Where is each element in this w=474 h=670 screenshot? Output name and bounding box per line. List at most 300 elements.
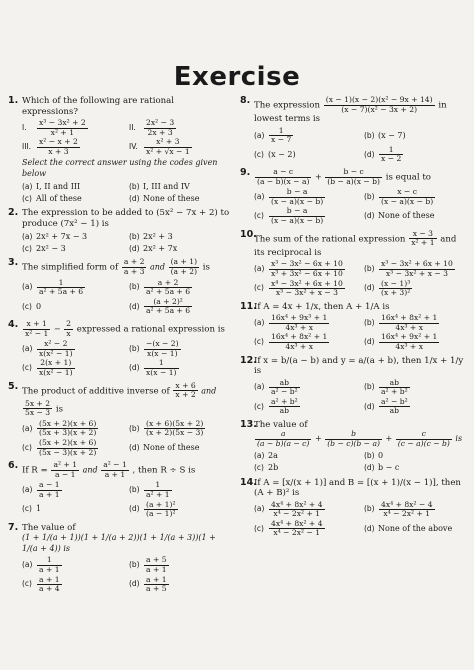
- question-number: 9.: [240, 167, 251, 179]
- numerator: 1: [144, 481, 172, 491]
- question: [8, 96, 230, 204]
- question-body: [254, 420, 468, 474]
- option-label: (a): [254, 450, 265, 460]
- numerator: a + 5: [146, 555, 167, 565]
- fraction: [379, 501, 435, 519]
- fraction: [325, 168, 382, 186]
- answer-option: [254, 398, 358, 416]
- stem-text: is: [452, 434, 463, 444]
- question-body: [22, 523, 230, 594]
- answer-option: [254, 260, 358, 278]
- answer-option: [254, 146, 358, 164]
- fraction: [409, 230, 436, 248]
- numerator: (a + 2)²: [144, 298, 192, 308]
- question: [240, 478, 468, 538]
- numerator: x − c: [379, 188, 435, 198]
- answer-option: [22, 231, 123, 242]
- denominator: x² + √x − 1: [146, 146, 190, 156]
- numerator: 16x⁴ + 8x² + 1: [271, 332, 328, 342]
- right-column: [240, 96, 468, 543]
- denominator: x² − 1: [25, 328, 49, 338]
- option-label: (c): [254, 401, 264, 411]
- answer-option: [254, 127, 358, 145]
- answer-option: [22, 243, 123, 254]
- answer-option: [254, 188, 358, 206]
- option-label: (c): [254, 149, 264, 159]
- expression-label: I.: [22, 122, 27, 132]
- stem-text: If x = b/(a − b) and y = a/(a + b), then 1/x + 1/y is: [254, 355, 464, 377]
- expression-label: II.: [129, 122, 136, 132]
- question-stem: [254, 302, 468, 313]
- fraction: [269, 280, 345, 298]
- answer-options: [254, 451, 468, 474]
- fraction: [255, 168, 311, 186]
- numerator: 1: [379, 146, 403, 156]
- answer-option: [129, 420, 230, 438]
- numerator: a² + b²: [271, 396, 298, 406]
- fraction: [37, 420, 98, 438]
- denominator: x − 7: [271, 135, 292, 145]
- option-text: None of these: [143, 193, 200, 203]
- denominator: x(x² − 1): [39, 348, 73, 358]
- answer-option: [129, 279, 230, 297]
- option-text: 2b: [268, 462, 279, 472]
- answer-options: [254, 379, 468, 416]
- answer-option: [22, 340, 123, 358]
- denominator: x³ − 3x² + x − 3: [385, 268, 448, 278]
- expression-label: III.: [22, 142, 32, 152]
- option-label: (b): [364, 318, 375, 328]
- option-label: (c): [22, 301, 32, 311]
- denominator: a² + 1: [146, 490, 170, 500]
- stem-expression: [254, 430, 468, 448]
- fraction: [379, 146, 403, 164]
- denominator: 5x − 3: [25, 408, 51, 418]
- numerator: 4x⁴ + 8x² − 4: [381, 499, 433, 509]
- numerator: 1: [269, 127, 293, 137]
- numerator: a² + 1: [53, 460, 78, 470]
- fraction: [269, 379, 300, 397]
- numerator: b − a: [269, 207, 325, 217]
- denominator: (x − a)(x − b): [271, 216, 324, 226]
- fraction: [379, 314, 439, 332]
- option-label: (c): [254, 523, 264, 533]
- fraction: [23, 400, 52, 418]
- question-number: 7.: [8, 521, 19, 533]
- denominator: x + 3: [48, 146, 69, 156]
- stem-text: The expression to be added to (5x² − 7x + 2) to produce (7x² − 1) is: [22, 208, 230, 229]
- stem-text: , then R ÷ S is: [129, 465, 196, 476]
- numerator: a² − 1: [103, 460, 127, 470]
- denominator: (b − c)(b − a): [327, 439, 380, 449]
- answer-option: [129, 501, 230, 519]
- fraction: [269, 207, 325, 225]
- fraction: [144, 298, 192, 316]
- denominator: a + 1: [39, 490, 60, 500]
- fraction: [255, 430, 311, 448]
- fraction: [64, 320, 73, 338]
- option-label: (c): [254, 211, 264, 221]
- numerator: a − c: [255, 168, 311, 178]
- denominator: (a − b)(a − c): [257, 439, 310, 449]
- option-label: (d): [364, 523, 375, 533]
- answer-options: [22, 340, 230, 377]
- numerator: c: [396, 430, 452, 440]
- denominator: 4x³ + x: [395, 341, 423, 351]
- expression-label: IV.: [129, 142, 138, 152]
- fraction: [37, 279, 85, 297]
- numerator: a + 1: [39, 574, 60, 584]
- numerator: a + 2: [123, 257, 145, 267]
- option-text: 2x² + 7x − 3: [36, 231, 88, 241]
- question: [240, 302, 468, 352]
- stem-text: is: [53, 404, 64, 415]
- stem-text: Which of the following are rational expressions?: [22, 96, 175, 117]
- answer-options: [254, 188, 468, 225]
- denominator: a + 1: [146, 564, 167, 574]
- numerator: 2: [66, 318, 71, 328]
- answer-options: [22, 181, 230, 204]
- answer-options: [254, 260, 468, 297]
- question-body: [22, 320, 230, 378]
- answer-option: [364, 280, 468, 298]
- question-number: 1.: [8, 95, 19, 106]
- question-stem: [254, 356, 468, 377]
- option-label: (a): [22, 181, 33, 191]
- fraction: [37, 340, 75, 358]
- answer-option: [364, 260, 468, 278]
- option-label: (d): [364, 149, 375, 159]
- expression-item: [22, 138, 123, 156]
- denominator: a − 1: [54, 469, 76, 479]
- option-label: (b): [364, 130, 375, 140]
- answer-option: [364, 127, 468, 145]
- option-label: (d): [364, 401, 375, 411]
- denominator: (a − 1)²: [146, 509, 176, 519]
- answer-option: [22, 279, 123, 297]
- option-text: None of these: [378, 211, 435, 221]
- denominator: x³ + 3x² − 6x + 10: [271, 268, 343, 278]
- fraction: [324, 96, 435, 114]
- answer-option: [129, 181, 230, 192]
- operator: +: [312, 172, 325, 182]
- question-number: 8.: [240, 95, 251, 106]
- numerator: a + 1: [146, 574, 167, 584]
- answer-option: [129, 193, 230, 204]
- question-body: [254, 356, 468, 416]
- fraction: [269, 333, 329, 351]
- operator: +: [382, 434, 395, 444]
- answer-option: [254, 463, 358, 474]
- answer-option: [22, 420, 123, 438]
- option-text: 2a: [268, 450, 278, 460]
- numerator: 16x⁴ + 8x² + 1: [381, 313, 438, 323]
- answer-options: [22, 556, 230, 593]
- question: [8, 208, 230, 254]
- answer-option: [254, 520, 358, 538]
- numerator: 1: [37, 556, 62, 566]
- question-body: [254, 230, 468, 298]
- question-stem: [22, 96, 230, 117]
- question-stem: [254, 420, 468, 431]
- denominator: ab: [389, 406, 400, 416]
- fraction: [37, 481, 62, 499]
- denominator: (5x + 3)(x + 2): [39, 428, 97, 438]
- option-text: None of the above: [378, 523, 453, 533]
- option-text: (x − 7): [378, 130, 406, 140]
- question: [240, 230, 468, 298]
- option-label: (b): [129, 485, 140, 495]
- option-label: (c): [254, 283, 264, 293]
- left-column: [8, 96, 230, 599]
- fraction: [269, 398, 300, 416]
- question-number: 13.: [240, 418, 257, 430]
- question: [8, 382, 230, 458]
- question-body: [22, 382, 230, 458]
- option-label: (d): [129, 243, 140, 253]
- denominator: x − 2: [381, 154, 402, 164]
- fraction: [269, 314, 329, 332]
- option-label: (b): [129, 282, 140, 292]
- numerator: b: [325, 430, 382, 440]
- option-text: None of these: [143, 442, 200, 452]
- option-label: (d): [364, 283, 375, 293]
- question-body: [22, 208, 230, 254]
- numerator: 16x⁴ + 9x² + 1: [381, 332, 438, 342]
- denominator: x + 2: [175, 390, 196, 400]
- option-text: 2x² − 3: [36, 243, 66, 253]
- fraction: [51, 461, 79, 479]
- numerator: b − a: [269, 188, 325, 198]
- denominator: x³ − 3x² + x − 3: [275, 288, 338, 298]
- question: [8, 461, 230, 519]
- option-label: (b): [129, 423, 140, 433]
- fraction: [37, 359, 75, 377]
- fraction: [37, 439, 98, 457]
- question: [240, 96, 468, 164]
- question: [8, 258, 230, 316]
- answer-option: [254, 280, 358, 298]
- stem-text: If R =: [22, 465, 51, 476]
- question-body: [254, 168, 468, 226]
- option-label: (c): [22, 363, 32, 373]
- fraction: [379, 260, 455, 278]
- numerator: a − 1: [39, 480, 60, 490]
- fraction: [144, 119, 176, 137]
- numerator: a + 2: [144, 279, 192, 289]
- answer-option: [22, 501, 123, 519]
- question: [8, 320, 230, 378]
- answer-options: [22, 279, 230, 316]
- denominator: a + 3: [123, 266, 145, 276]
- denominator: a + 4: [39, 584, 60, 594]
- option-label: (a): [254, 504, 265, 514]
- option-label: (c): [254, 337, 264, 347]
- option-label: (d): [129, 504, 140, 514]
- question-stem: [254, 96, 468, 125]
- option-label: (b): [364, 450, 375, 460]
- stem-text: is: [200, 262, 210, 273]
- denominator: (x − a)(x − b): [271, 196, 324, 206]
- option-label: (a): [22, 282, 33, 292]
- numerator: x² + 3: [144, 138, 192, 148]
- denominator: a² + b²: [381, 387, 408, 397]
- option-label: (b): [364, 192, 375, 202]
- answer-option: [254, 501, 358, 519]
- question-stem: [254, 230, 468, 259]
- option-label: (d): [364, 462, 375, 472]
- fraction: [144, 420, 205, 438]
- option-label: (c): [22, 579, 32, 589]
- question-number: 12.: [240, 354, 257, 366]
- question-stem: [22, 461, 230, 479]
- stem-text: If A = [x/(x + 1)] and B = [(x + 1)/(x − 1)], then (A + B)² is: [254, 477, 461, 499]
- answer-option: [22, 481, 123, 499]
- denominator: x: [66, 328, 71, 338]
- numerator: (x − 1)(x − 2)(x² − 9x + 14): [325, 95, 433, 104]
- option-label: (b): [129, 181, 140, 191]
- answer-option: [22, 576, 123, 594]
- numerator: (a + 1): [170, 257, 198, 267]
- answer-option: [129, 439, 230, 457]
- option-label: (a): [254, 318, 265, 328]
- option-text: (x − 2): [268, 149, 296, 159]
- answer-options: [254, 127, 468, 164]
- numerator: b − c: [325, 168, 382, 178]
- denominator: x(x − 1): [147, 348, 178, 358]
- answer-option: [254, 314, 358, 332]
- fraction: [379, 398, 410, 416]
- question-body: [254, 302, 468, 352]
- option-label: (b): [129, 560, 140, 570]
- denominator: 4x³ + x: [395, 322, 423, 332]
- denominator: (x − 7)(x² − 3x + 2): [341, 104, 418, 114]
- answer-option: [129, 340, 230, 358]
- option-label: (b): [364, 264, 375, 274]
- numerator: (5x + 2)(x + 6): [39, 438, 97, 448]
- denominator: (5x − 3)(x + 2): [39, 447, 97, 457]
- denominator: (x + 2)(5x − 3): [146, 428, 204, 438]
- option-label: (a): [22, 560, 33, 570]
- fraction: [144, 556, 169, 574]
- numerator: 1: [144, 359, 179, 369]
- question-stem: [254, 168, 468, 186]
- answer-option: [22, 181, 123, 192]
- answer-options: [22, 481, 230, 518]
- question-number: 4.: [8, 318, 19, 330]
- fraction: [379, 379, 410, 397]
- denominator: a + 1: [39, 564, 60, 574]
- option-label: (c): [22, 193, 32, 203]
- denominator: x⁴ − 2x² + 1: [383, 509, 431, 519]
- option-label: (b): [364, 382, 375, 392]
- numerator: 2(x + 1): [37, 359, 75, 369]
- numerator: x⁴ − 3x² + 6x + 10: [271, 278, 343, 288]
- fraction: [269, 260, 345, 278]
- option-label: (a): [22, 231, 33, 241]
- fraction: [396, 430, 452, 448]
- answer-option: [129, 298, 230, 316]
- stem-text: The value of: [22, 522, 76, 533]
- answer-option: [364, 451, 468, 462]
- operator: +: [312, 434, 325, 444]
- stem-text: is equal to: [383, 172, 431, 183]
- answer-option: [129, 231, 230, 242]
- operator: −: [51, 324, 64, 334]
- numerator: 0: [36, 301, 42, 311]
- answer-options: [254, 501, 468, 538]
- stem-text: If A = 4x + 1/x, then A + 1/A is: [254, 301, 390, 312]
- stem-expression: (1 + 1/(a + 1))(1 + 1/(a + 2))(1 + 1/(a + 3))(1 + 1/(a + 4)) is: [22, 533, 216, 553]
- answer-option: [364, 379, 468, 397]
- denominator: x(x² − 1): [39, 367, 73, 377]
- numerator: −(x − 2): [146, 339, 179, 349]
- denominator: a + 1: [104, 469, 126, 479]
- question-number: 2.: [8, 207, 19, 219]
- numerator: 2x² − 3: [146, 118, 175, 127]
- stem-text: expressed a rational expression is: [74, 324, 225, 335]
- question-body: [22, 461, 230, 519]
- stem-text: The sum of the rational expression: [254, 234, 409, 245]
- numerator: 4x⁴ + 8x² + 4: [271, 499, 323, 509]
- question-body: [22, 258, 230, 316]
- numerator: x + 6: [175, 380, 196, 390]
- option-label: (d): [364, 211, 375, 221]
- option-label: (d): [129, 442, 140, 452]
- question-body: [254, 96, 468, 164]
- option-text: All of these: [36, 193, 82, 203]
- expression-list: [22, 119, 230, 156]
- answer-option: [364, 207, 468, 225]
- answer-option: [22, 193, 123, 204]
- question-number: 6.: [8, 460, 19, 472]
- answer-options: [22, 420, 230, 457]
- numerator: x³ − 3x² + 6x + 10: [381, 259, 453, 269]
- stem-text: The product of additive inverse of: [22, 386, 173, 397]
- answer-option: [22, 298, 123, 316]
- denominator: (a + 2): [170, 266, 198, 276]
- fraction: [36, 504, 41, 515]
- answer-option: [254, 333, 358, 351]
- option-label: (a): [254, 192, 265, 202]
- denominator: (a − b)(x − a): [257, 176, 310, 186]
- question-number: 11.: [240, 300, 257, 312]
- question-body: [22, 96, 230, 204]
- option-label: (b): [129, 231, 140, 241]
- answer-option: [364, 333, 468, 351]
- option-label: (c): [254, 462, 264, 472]
- option-text: I, II and III: [36, 181, 81, 191]
- question-number: 5.: [8, 380, 19, 392]
- numerator: (x + 6)(5x + 2): [146, 418, 204, 428]
- fraction: [101, 461, 129, 479]
- numerator: (x − 1)³: [381, 278, 411, 288]
- fraction: [122, 258, 147, 276]
- option-label: (d): [129, 193, 140, 203]
- answer-option: [364, 188, 468, 206]
- stem-text: The expression: [254, 100, 323, 111]
- fraction: [144, 279, 192, 297]
- denominator: (x + 3)²: [381, 288, 411, 298]
- numerator: x² − x + 2: [39, 137, 78, 147]
- answer-options: [254, 314, 468, 351]
- operator: and: [80, 465, 101, 475]
- denominator: (c − a)(c − b): [397, 439, 450, 449]
- fraction: [173, 382, 197, 400]
- numerator: 5x + 2: [25, 398, 51, 408]
- fraction: [144, 359, 179, 377]
- fraction: [379, 188, 435, 206]
